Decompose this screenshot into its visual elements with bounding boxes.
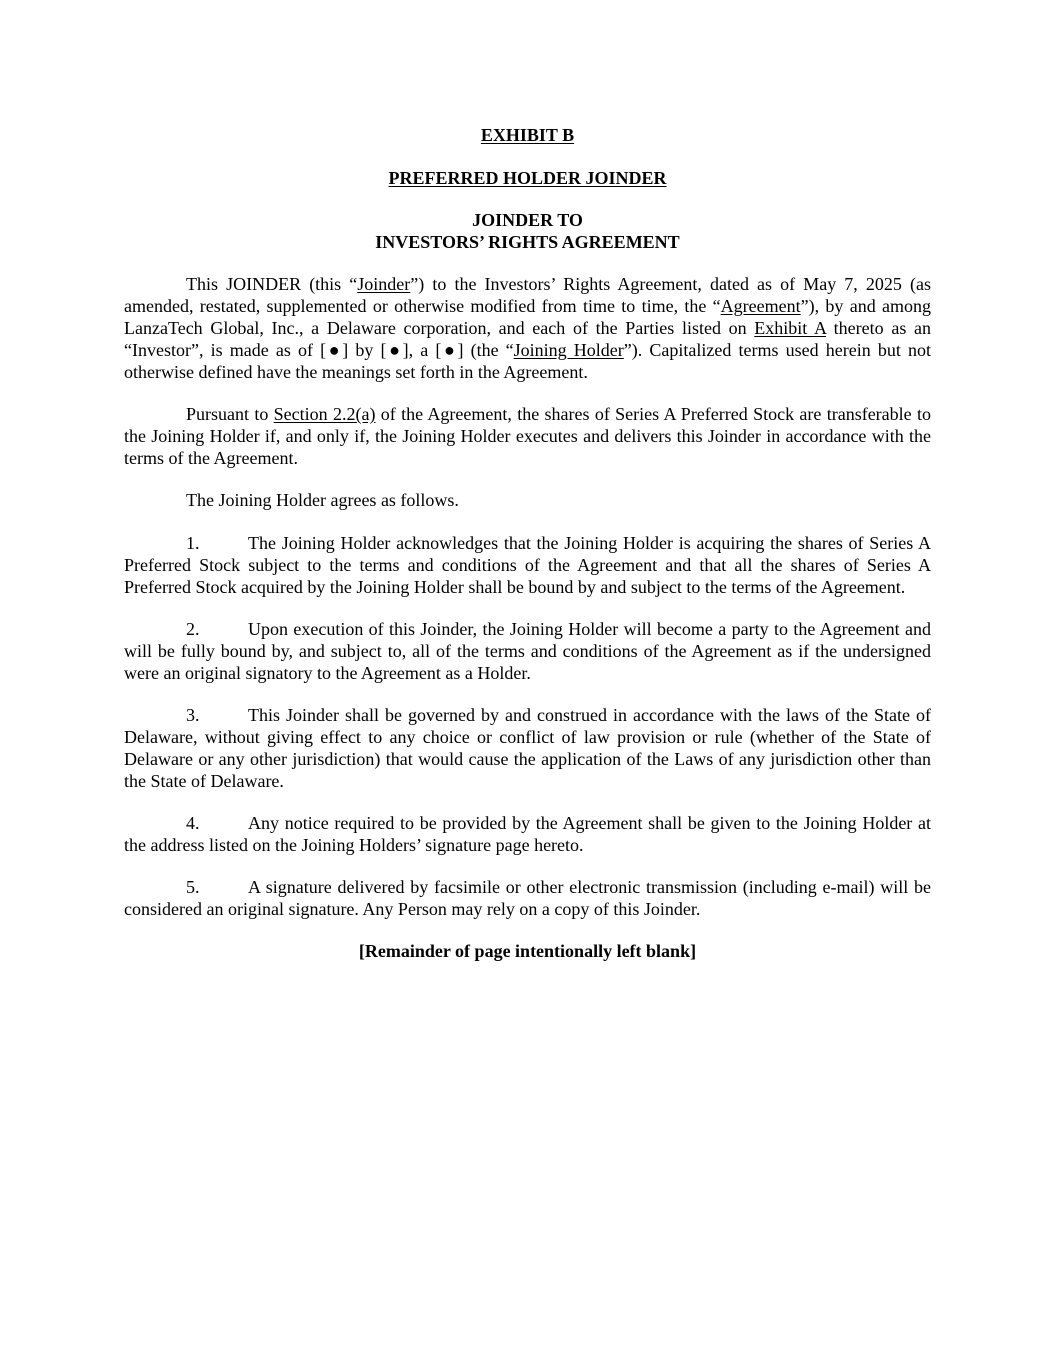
pursuant-text-2: of the Agreement, the shares of Series A Preferred Stock are transferable to the Joining Holder if, and only if, the Joining Holder executes and delivers this Joinder in accordance with the terms of the Agreement. [124, 404, 931, 468]
numbered-clause [124, 618, 931, 684]
numbered-clause [124, 532, 931, 598]
clause-text: This Joinder shall be governed by and construed in accordance with the laws of the State of Delaware, without giving effect to any choice or conflict of law provision or rule (whether of the State of Delaware or any other jurisdiction) that would cause the application of the Laws of any jurisdiction other than the State of Delaware. [124, 705, 931, 791]
joinder-to-heading: JOINDER TO [472, 210, 583, 230]
document-title [124, 167, 931, 189]
clause-text: Upon execution of this Joinder, the Joining Holder will become a party to the Agreement and will be fully bound by, and subject to, all of the terms and conditions of the Agreement as if the undersigned were an original signatory to the Agreement as a Holder. [124, 619, 931, 683]
numbered-clause [124, 704, 931, 792]
intro-text-1: This JOINDER (this “ [186, 274, 358, 294]
intro-text-4: thereto as an “Investor”, is made as of [●] by [●], a [●] (the “ [124, 318, 931, 360]
exhibit-heading [124, 124, 931, 146]
intro-text-2: ”) to the Investors’ Rights Agreement, dated as of May 7, 2025 (as amended, restated, supplemented or otherwise modified from time to time, the “ [124, 274, 931, 316]
exhibit-heading-text: EXHIBIT B [480, 125, 575, 145]
section-reference: Section 2.2(a) [273, 404, 376, 424]
intro-paragraph [124, 273, 931, 383]
agreement-defined-term: Agreement [720, 296, 801, 316]
remainder-note: [Remainder of page intentionally left blank] [358, 941, 697, 961]
agreement-name-heading: INVESTORS’ RIGHTS AGREEMENT [375, 232, 680, 252]
exhibit-a-reference: Exhibit A [754, 318, 826, 338]
agrees-paragraph: The Joining Holder agrees as follows. [186, 490, 459, 510]
clause-text: A signature delivered by facsimile or other electronic transmission (including e-mail) will be considered an original signature. Any Person may rely on a copy of this Joinder. [124, 877, 931, 919]
document-title-text: PREFERRED HOLDER JOINDER [388, 168, 667, 188]
pursuant-text-1: Pursuant to [186, 404, 274, 424]
intro-text-5: ”). Capitalized terms used herein but not otherwise defined have the meanings set forth in the Agreement. [124, 340, 931, 382]
clause-number: 3. [186, 705, 200, 725]
numbered-clause [124, 876, 931, 920]
pursuant-paragraph [124, 403, 931, 469]
clause-text: Any notice required to be provided by the Agreement shall be given to the Joining Holder at the address listed on the Joining Holders’ signature page hereto. [124, 813, 931, 855]
clause-text: The Joining Holder acknowledges that the Joining Holder is acquiring the shares of Series A Preferred Stock subject to the terms and conditions of the Agreement and that all the shares of Series A Preferred Stock acquired by the Joining Holder shall be bound by and subject to the terms of the Agreement. [124, 533, 931, 597]
joinder-defined-term: Joinder [357, 274, 411, 294]
clause-number: 5. [186, 877, 200, 897]
joining-holder-defined-term: Joining Holder [513, 340, 624, 360]
numbered-clause [124, 812, 931, 856]
clause-number: 1. [186, 533, 200, 553]
clause-number: 2. [186, 619, 200, 639]
intro-text-3: ”), by and among LanzaTech Global, Inc., a Delaware corporation, and each of the Parties listed on [124, 296, 931, 338]
clause-number: 4. [186, 813, 200, 833]
